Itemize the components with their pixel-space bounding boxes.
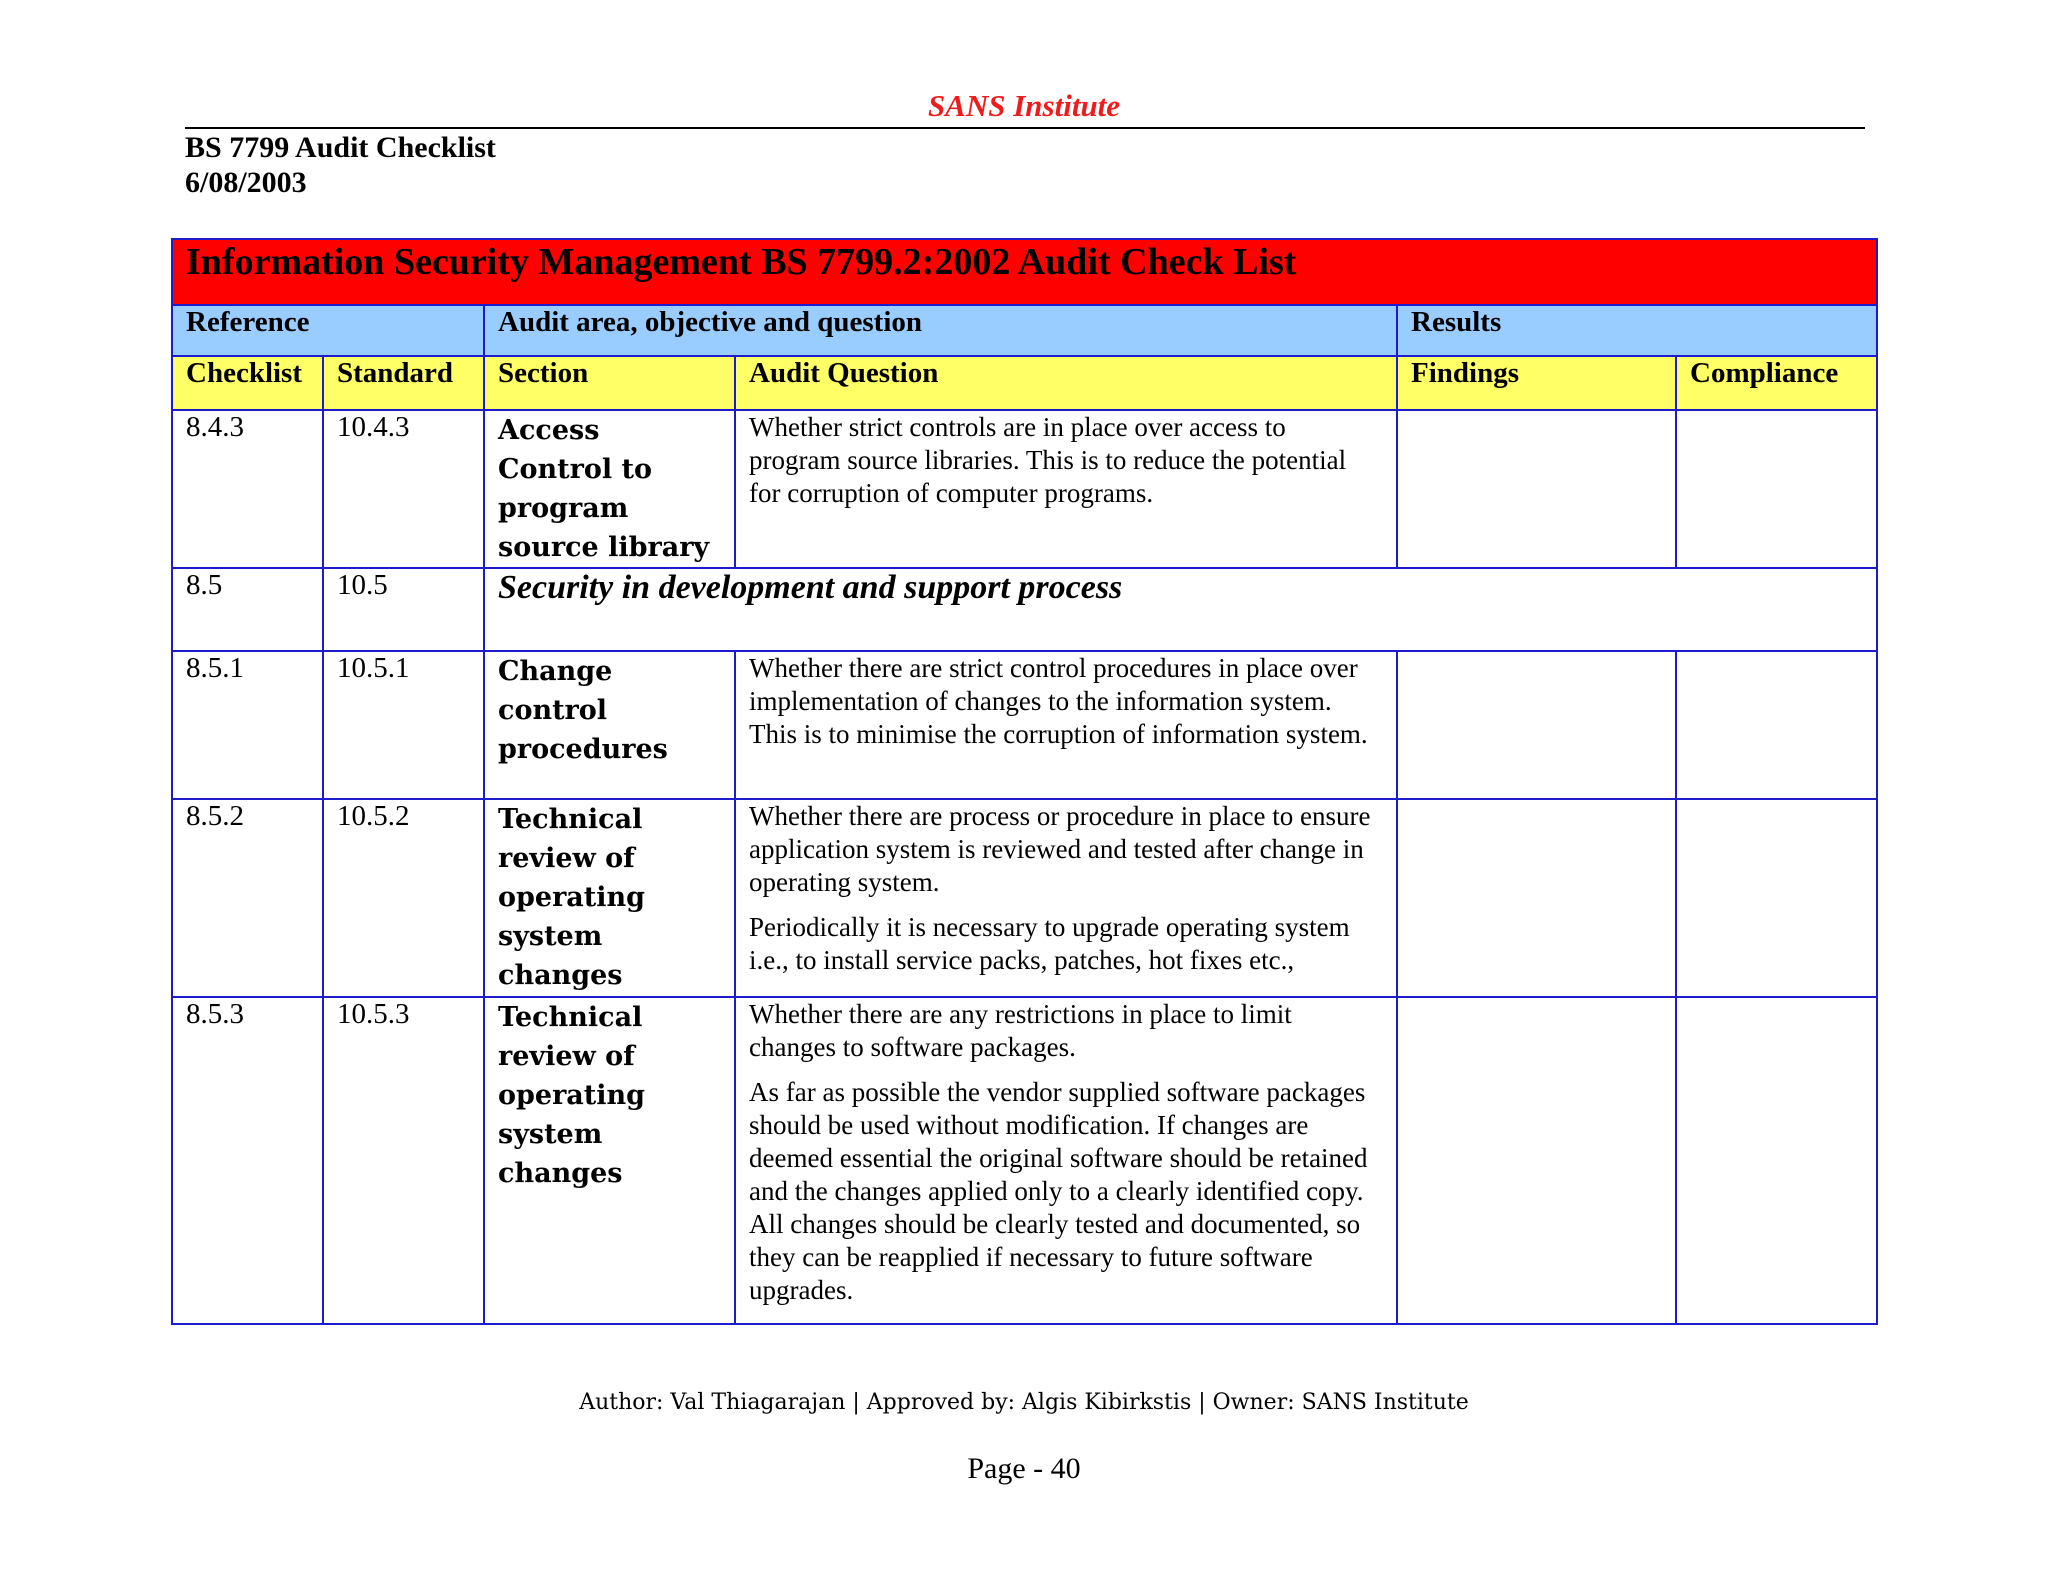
column-compliance: Compliance xyxy=(1676,356,1877,410)
table-row xyxy=(172,410,1877,568)
group-results: Results xyxy=(1397,305,1877,356)
question-text: Whether there are any restrictions in place to limit changes to software packages. xyxy=(749,999,1292,1062)
question-text: Whether there are strict control procedures in place over implementation of changes to the information system. This is to minimise the corruption of information system. xyxy=(749,653,1368,749)
group-audit-area: Audit area, objective and question xyxy=(484,305,1397,356)
section-cell: Access Control to program source library xyxy=(484,410,735,568)
findings-cell[interactable] xyxy=(1397,651,1676,799)
audit-question-cell xyxy=(735,410,1397,568)
compliance-cell[interactable] xyxy=(1676,799,1877,997)
table-title-row xyxy=(172,239,1877,305)
group-reference: Reference xyxy=(172,305,484,356)
column-findings: Findings xyxy=(1397,356,1676,410)
audit-question-cell xyxy=(735,997,1397,1324)
question-text: Whether there are process or procedure in place to ensure application system is reviewed and tested after change in operating system. xyxy=(749,801,1371,897)
audit-question-cell xyxy=(735,651,1397,799)
column-checklist: Checklist xyxy=(172,356,323,410)
checklist-cell: 8.5 xyxy=(172,568,323,651)
question-text: Periodically it is necessary to upgrade operating system i.e., to install service packs, patches, hot fixes etc., xyxy=(749,912,1350,975)
findings-cell[interactable] xyxy=(1397,799,1676,997)
table-row xyxy=(172,997,1877,1324)
section-heading: Security in development and support process xyxy=(484,568,1877,651)
header-organization: SANS Institute xyxy=(927,88,1121,123)
question-text: Whether strict controls are in place over access to program source libraries. This is to reduce the potential for corruption of computer programs. xyxy=(749,412,1347,508)
group-header-row xyxy=(172,305,1877,356)
table-row-heading xyxy=(172,568,1877,651)
standard-cell: 10.4.3 xyxy=(323,410,484,568)
section-cell: Technical review of operating system changes xyxy=(484,997,735,1324)
standard-cell: 10.5.2 xyxy=(323,799,484,997)
document-title: BS 7799 Audit Checklist xyxy=(185,131,496,164)
standard-cell: 10.5.1 xyxy=(323,651,484,799)
checklist-cell: 8.5.2 xyxy=(172,799,323,997)
footer-author-line: Author: Val Thiagarajan | Approved by: Algis Kibirkstis | Owner: SANS Institute xyxy=(579,1390,1469,1415)
column-standard: Standard xyxy=(323,356,484,410)
compliance-cell[interactable] xyxy=(1676,651,1877,799)
audit-question-cell xyxy=(735,799,1397,997)
column-audit-question: Audit Question xyxy=(735,356,1397,410)
findings-cell[interactable] xyxy=(1397,410,1676,568)
checklist-cell: 8.5.3 xyxy=(172,997,323,1324)
header-rule xyxy=(185,127,1865,129)
question-text: As far as possible the vendor supplied software packages should be used without modification. If changes are deemed essential the original software should be retained and the changes applied only to a clearly identified copy. All changes should be clearly tested and documented, so they can be reapplied if necessary to future software upgrades. xyxy=(749,1077,1368,1305)
document-date: 6/08/2003 xyxy=(185,166,307,199)
table-row xyxy=(172,799,1877,997)
findings-cell[interactable] xyxy=(1397,997,1676,1324)
standard-cell: 10.5.3 xyxy=(323,997,484,1324)
compliance-cell[interactable] xyxy=(1676,410,1877,568)
compliance-cell[interactable] xyxy=(1676,997,1877,1324)
standard-cell: 10.5 xyxy=(323,568,484,651)
section-cell: Technical review of operating system changes xyxy=(484,799,735,997)
audit-checklist-table xyxy=(171,238,1878,1325)
table-title: Information Security Management BS 7799.2:2002 Audit Check List xyxy=(172,239,1877,305)
checklist-cell: 8.4.3 xyxy=(172,410,323,568)
page-number: Page - 40 xyxy=(967,1452,1081,1485)
section-cell: Change control procedures xyxy=(484,651,735,799)
table-row xyxy=(172,651,1877,799)
checklist-cell: 8.5.1 xyxy=(172,651,323,799)
column-section: Section xyxy=(484,356,735,410)
column-header-row xyxy=(172,356,1877,410)
